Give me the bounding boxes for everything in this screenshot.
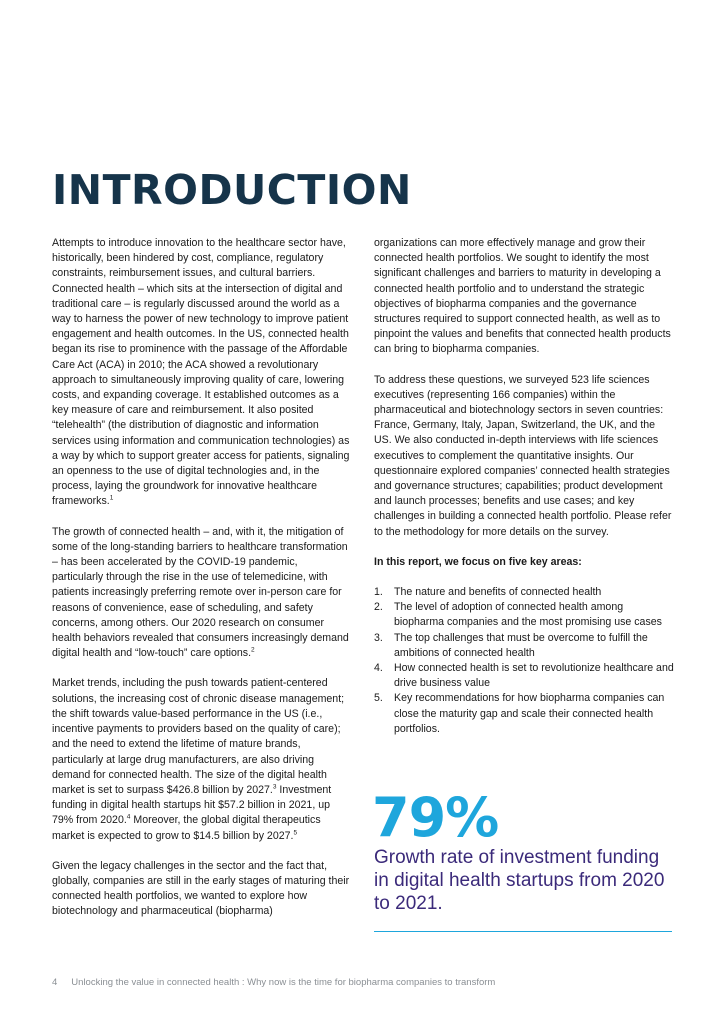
- page-title: INTRODUCTION: [52, 166, 412, 214]
- right-column: [374, 236, 674, 737]
- intro-paragraph-5: organizations can more effectively manage and grow their connected health portfolios. We sought to identify the most significant challenges and barriers to maturity in developing a connected health portfolio and to understand the strategic objectives of biopharma companies and the governance structures required to support connected health, as well as to pinpoint the values and benefits that connected health products can bring to biopharma companies.: [374, 237, 671, 356]
- focus-heading: In this report, we focus on five key areas:: [374, 555, 582, 568]
- footer-text: Unlocking the value in connected health : Why now is the time for biopharma companies to transform: [71, 977, 496, 988]
- list-item: 2. The level of adoption of connected health among biopharma companies and the most promising use cases: [374, 601, 662, 629]
- list-item: 3. The top challenges that must be overcome to fulfill the ambitions of connected health: [374, 631, 648, 659]
- intro-paragraph-3: Market trends, including the push towards patient-centered solutions, the increasing cost of chronic disease management; the shift towards value-based performance in the US (i.e., incentive payments to providers based on the quality of care); and the need to extend the lifetime of mature brands, particularly at large drug manufacturers, are also driving demand for connected health. The size of the digital health market is set to surpass $426.8 billion by 2027.$^3$ Investment funding in digital health startups hit $57.2 billion in 2021, up 79% from 2020.$^4$ Moreover, the global digital therapeutics market is expected to grow to $14.5 billion by 2027.$^5$: [52, 677, 345, 842]
- list-item: 1. The nature and benefits of connected health: [374, 586, 602, 599]
- intro-paragraph-1: Attempts to introduce innovation to the healthcare sector have, historically, been hindered by cost, compliance, regulatory constraints, reimbursement issues, and cultural barriers. Connected health – which sits at the intersection of digital and traditional care – is regularly discussed around the world as a way to harness the power of new technology to improve patient engagement and health outcomes. In the US, connected health began its rise to prominence with the passage of the Affordable Care Act (ACA) in 2010; the ACA showed a revolutionary approach to simultaneously improving quality of care, lowering costs, and expanding coverage. It established outcomes as a key measure of care and reimbursement. It also posited “telehealth” (the distribution of diagnostic and information services using information and communication technologies) as a way by which to support greater access for patients, signaling an openness to the use of digital technologies and, in the process, laying the groundwork for innovative healthcare frameworks.$^1$: [52, 237, 350, 508]
- intro-paragraph-6: To address these questions, we surveyed 523 life sciences executives (representing 166 companies) within the pharmaceutical and biotechnology sectors in seven countries: France, Germany, Italy, Japan, Switzerland, the UK, and the US. We also conducted in-depth interviews with life sciences executives to complement the quantitative insights. Our questionnaire explored companies’ connected health strategies and governance structures; capabilities; product development and launch processes; benefits and use cases; and key challenges in building a connected health portfolio. Please refer to the methodology for more details on the survey.: [374, 373, 672, 538]
- footnote-ref: 3: [272, 783, 277, 791]
- footnote-ref: 4: [126, 813, 131, 821]
- focus-list: [374, 585, 674, 737]
- stat-caption: Growth rate of investment funding in digital health startups from 2020 to 2021.: [374, 847, 665, 914]
- intro-paragraph-2: The growth of connected health – and, with it, the mitigation of some of the long-standing barriers to healthcare transformation – has been accelerated by the COVID-19 pandemic, particularly through the rise in the use of telemedicine, with patients increasingly preferring remote over in-person care for reasons of convenience, ease of scheduling, and safety concerns, among others. Our 2020 research on consumer health behaviors revealed that consumers increasingly demand digital health and “low-touch” care options.$^2$: [52, 525, 349, 660]
- list-item: 4. How connected health is set to revolutionize healthcare and drive business value: [374, 662, 674, 690]
- footnote-ref: 2: [251, 646, 255, 654]
- intro-paragraph-4: Given the legacy challenges in the sector and the fact that, globally, companies are still in the early stages of maturing their connected health portfolios, we wanted to explore how biotechnology and pharmaceutical (biopharma): [52, 859, 350, 918]
- page-number: 4: [52, 977, 58, 988]
- list-item: 5. Key recommendations for how biopharma companies can close the maturity gap and scale their connected health portfolios.: [374, 692, 665, 735]
- footnote-ref: 1: [109, 494, 114, 502]
- left-column: [52, 236, 350, 935]
- stat-divider: [374, 931, 672, 932]
- footnote-ref: 5: [293, 828, 298, 836]
- page-footer: [52, 977, 495, 988]
- stat-value: 79%: [372, 786, 499, 849]
